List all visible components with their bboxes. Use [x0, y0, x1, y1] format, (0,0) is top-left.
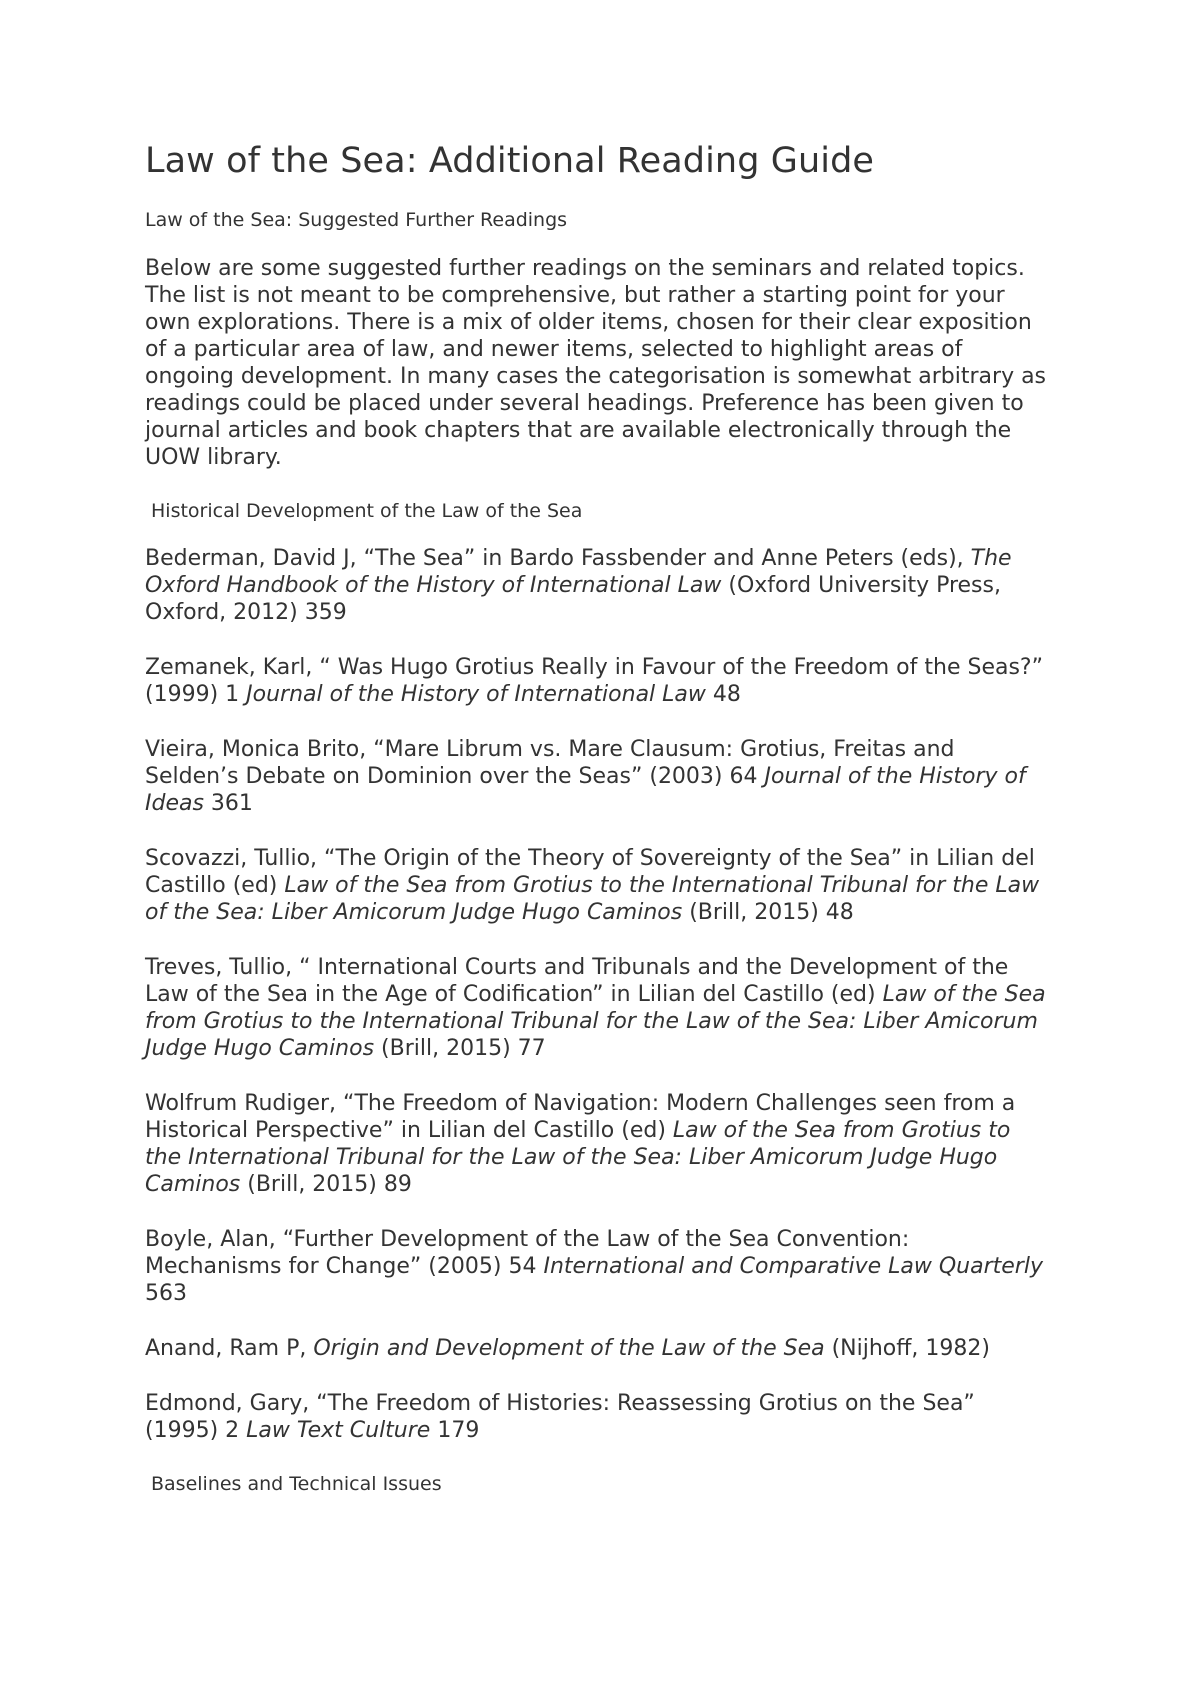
- reference-item: [145, 1335, 1050, 1362]
- reference-text: Treves, Tullio, “ International Courts and Tribunals and the Development of the Law of the Sea in the Age of Codification” in Lilian del Castillo (ed): [145, 955, 1009, 1008]
- reference-item: [145, 954, 1050, 1062]
- reference-item: [145, 1090, 1050, 1198]
- document-subtitle: Law of the Sea: Suggested Further Readings: [145, 209, 568, 231]
- reference-item: [145, 1226, 1050, 1307]
- reference-text: Zemanek, Karl, “ Was Hugo Grotius Really in Favour of the Freedom of the Seas?” (1999) 1: [145, 655, 1043, 708]
- reference-title: International and Comparative Law Quarterly: [543, 1254, 1043, 1280]
- reference-title: Origin and Development of the Law of the Sea: [313, 1336, 825, 1362]
- reference-text: Boyle, Alan, “Further Development of the Law of the Sea Convention: Mechanisms for Change” (2005) 54: [145, 1227, 910, 1280]
- reference-citation: 563: [145, 1281, 187, 1307]
- reference-title: Law of the Sea from Grotius to the International Tribunal for the Law of the Sea: Liber Amicorum Judge Hugo Caminos: [145, 982, 1046, 1062]
- reference-citation: (Brill, 2015) 89: [240, 1172, 412, 1198]
- reference-item: [145, 736, 1050, 817]
- reference-citation: 361: [203, 791, 253, 817]
- reference-item: [145, 654, 1050, 708]
- reference-text: Anand, Ram P,: [145, 1336, 314, 1362]
- reference-citation: 48: [705, 682, 741, 708]
- section-heading-history: Historical Development of the Law of the Sea: [151, 499, 583, 522]
- reference-citation: (Brill, 2015) 48: [682, 900, 854, 926]
- reference-item: [145, 1390, 1050, 1444]
- reference-text: Edmond, Gary, “The Freedom of Histories: Reassessing Grotius on the Sea” (1995) 2: [145, 1391, 975, 1444]
- reference-text: Scovazzi, Tullio, “The Origin of the Theory of Sovereignty of the Sea” in Lilian del Castillo (ed): [145, 846, 1035, 899]
- reference-citation: (Nijhoff, 1982): [824, 1336, 990, 1362]
- reference-title: Law of the Sea from Grotius to the International Tribunal for the Law of the Sea: Liber Amicorum Judge Hugo Caminos: [145, 1118, 1011, 1198]
- reference-text: Bederman, David J, “The Sea” in Bardo Fassbender and Anne Peters (eds),: [145, 546, 971, 572]
- intro-paragraph: Below are some suggested further readings on the seminars and related topics. The list is not meant to be comprehensive, but rather a starting point for your own explorations. There is a mix of older items, chosen for their clear exposition of a particular area of law, and newer items, selected to highlight areas of ongoing development. In many cases the categorisation is somewhat arbitrary as readings could be placed under several headings. Preference has been given to journal articles and book chapters that are available electronically through the UOW library.: [145, 255, 1047, 470]
- reference-text: Wolfrum Rudiger, “The Freedom of Navigation: Modern Challenges seen from a Historical Perspective” in Lilian del Castillo (ed): [145, 1091, 1016, 1144]
- section-heading-baselines: Baselines and Technical Issues: [151, 1473, 442, 1496]
- reference-item: [145, 845, 1050, 926]
- reference-title: Journal of the History of Ideas: [145, 764, 1026, 817]
- reference-item: [145, 545, 1050, 626]
- reference-title: Journal of the History of International Law: [246, 682, 706, 708]
- reference-citation: (Brill, 2015) 77: [374, 1036, 546, 1062]
- reference-citation: 179: [430, 1418, 480, 1444]
- reference-title: Law Text Culture: [246, 1418, 431, 1444]
- document-title: Law of the Sea: Additional Reading Guide: [145, 141, 875, 181]
- reference-title: The Oxford Handbook of the History of International Law: [145, 546, 1012, 599]
- reference-text: Vieira, Monica Brito, “Mare Librum vs. Mare Clausum: Grotius, Freitas and Selden’s Debate on Dominion over the Seas” (2003) 64: [145, 737, 955, 790]
- reference-citation: (Oxford University Press, Oxford, 2012) 359: [145, 573, 1001, 626]
- reference-title: Law of the Sea from Grotius to the International Tribunal for the Law of the Sea: Liber Amicorum Judge Hugo Caminos: [145, 873, 1040, 926]
